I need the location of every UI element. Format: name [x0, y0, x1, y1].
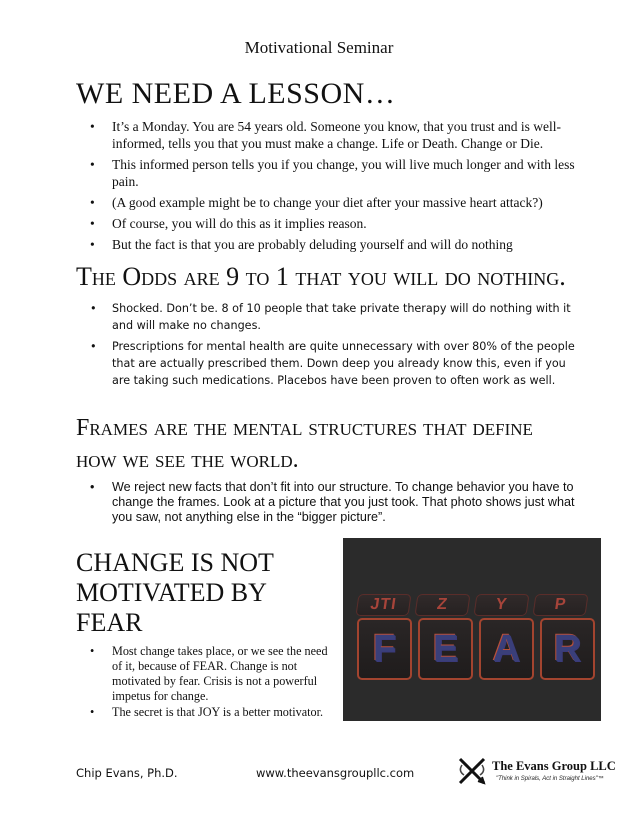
- section-heading: Frames are the mental structures that define how we see the world.: [76, 415, 533, 473]
- list-item: • Shocked. Don’t be. 8 of 10 people that take private therapy will do nothing with it and will make no changes.: [76, 300, 576, 334]
- list-item: • Most change takes place, or we see the need of it, because of FEAR. Change is not motivated by fear. Crisis is not a powerful impetus for change.: [76, 644, 338, 704]
- fear-dice-image: [343, 538, 601, 721]
- section-frames: [76, 412, 576, 525]
- bullet-list: [76, 300, 576, 389]
- company-tagline: "Think in Spirals, Act in Straight Lines"™: [496, 776, 604, 782]
- dice-main-row: [357, 618, 595, 680]
- section-change-not-fear: [76, 548, 338, 721]
- list-item: • The secret is that JOY is a better motivator.: [76, 705, 338, 720]
- die-top: P: [532, 594, 588, 616]
- list-item: • (A good example might be to change your diet after your massive heart attack?): [76, 194, 576, 211]
- die-letter: E: [418, 618, 473, 680]
- list-item: • Prescriptions for mental health are quite unnecessary with over 80% of the people that are actually prescribed them. Down deep you already know this, even if you are taking such medications. Placebos have been proven to often work as well.: [76, 338, 576, 389]
- footer-url: www.theevansgroupllc.com: [256, 766, 415, 780]
- die-letter: A: [479, 618, 534, 680]
- list-item: • We reject new facts that don’t fit into our structure. To change behavior you have to change the frames. Look at a picture that you just took. That photo shows just what you saw, not anything else in the “bigger picture”.: [76, 480, 576, 525]
- section-heading: WE NEED A LESSON…: [76, 77, 396, 110]
- die-top: Z: [414, 594, 470, 616]
- die-top: JTI: [355, 594, 411, 616]
- list-item: • It’s a Monday. You are 54 years old. Someone you know, that you trust and is well-informed, tells you that you must make a change. Life or Death. Change or Die.: [76, 118, 576, 152]
- section-odds: [76, 262, 576, 393]
- bullet-list: [76, 118, 576, 253]
- spiral-arrows-icon: [456, 755, 488, 787]
- list-item: • But the fact is that you are probably deluding yourself and will do nothing: [76, 236, 576, 253]
- die-top: Y: [473, 594, 529, 616]
- bullet-list: [76, 644, 338, 720]
- bullet-list: [76, 480, 576, 525]
- die-letter: F: [357, 618, 412, 680]
- die-letter: R: [540, 618, 595, 680]
- company-name: The Evans Group LLC: [492, 759, 616, 773]
- section-heading: CHANGE IS NOT MOTIVATED BY FEAR: [76, 548, 274, 637]
- footer-author: Chip Evans, Ph.D.: [76, 766, 178, 780]
- company-logo: [456, 755, 616, 791]
- dice-top-row: [357, 594, 587, 616]
- section-we-need-a-lesson: [76, 78, 576, 257]
- list-item: • Of course, you will do this as it implies reason.: [76, 215, 576, 232]
- section-heading: The Odds are 9 to 1 that you will do nothing.: [76, 262, 566, 291]
- page-header: Motivational Seminar: [244, 38, 394, 57]
- list-item: • This informed person tells you if you change, you will live much longer and with less pain.: [76, 156, 576, 190]
